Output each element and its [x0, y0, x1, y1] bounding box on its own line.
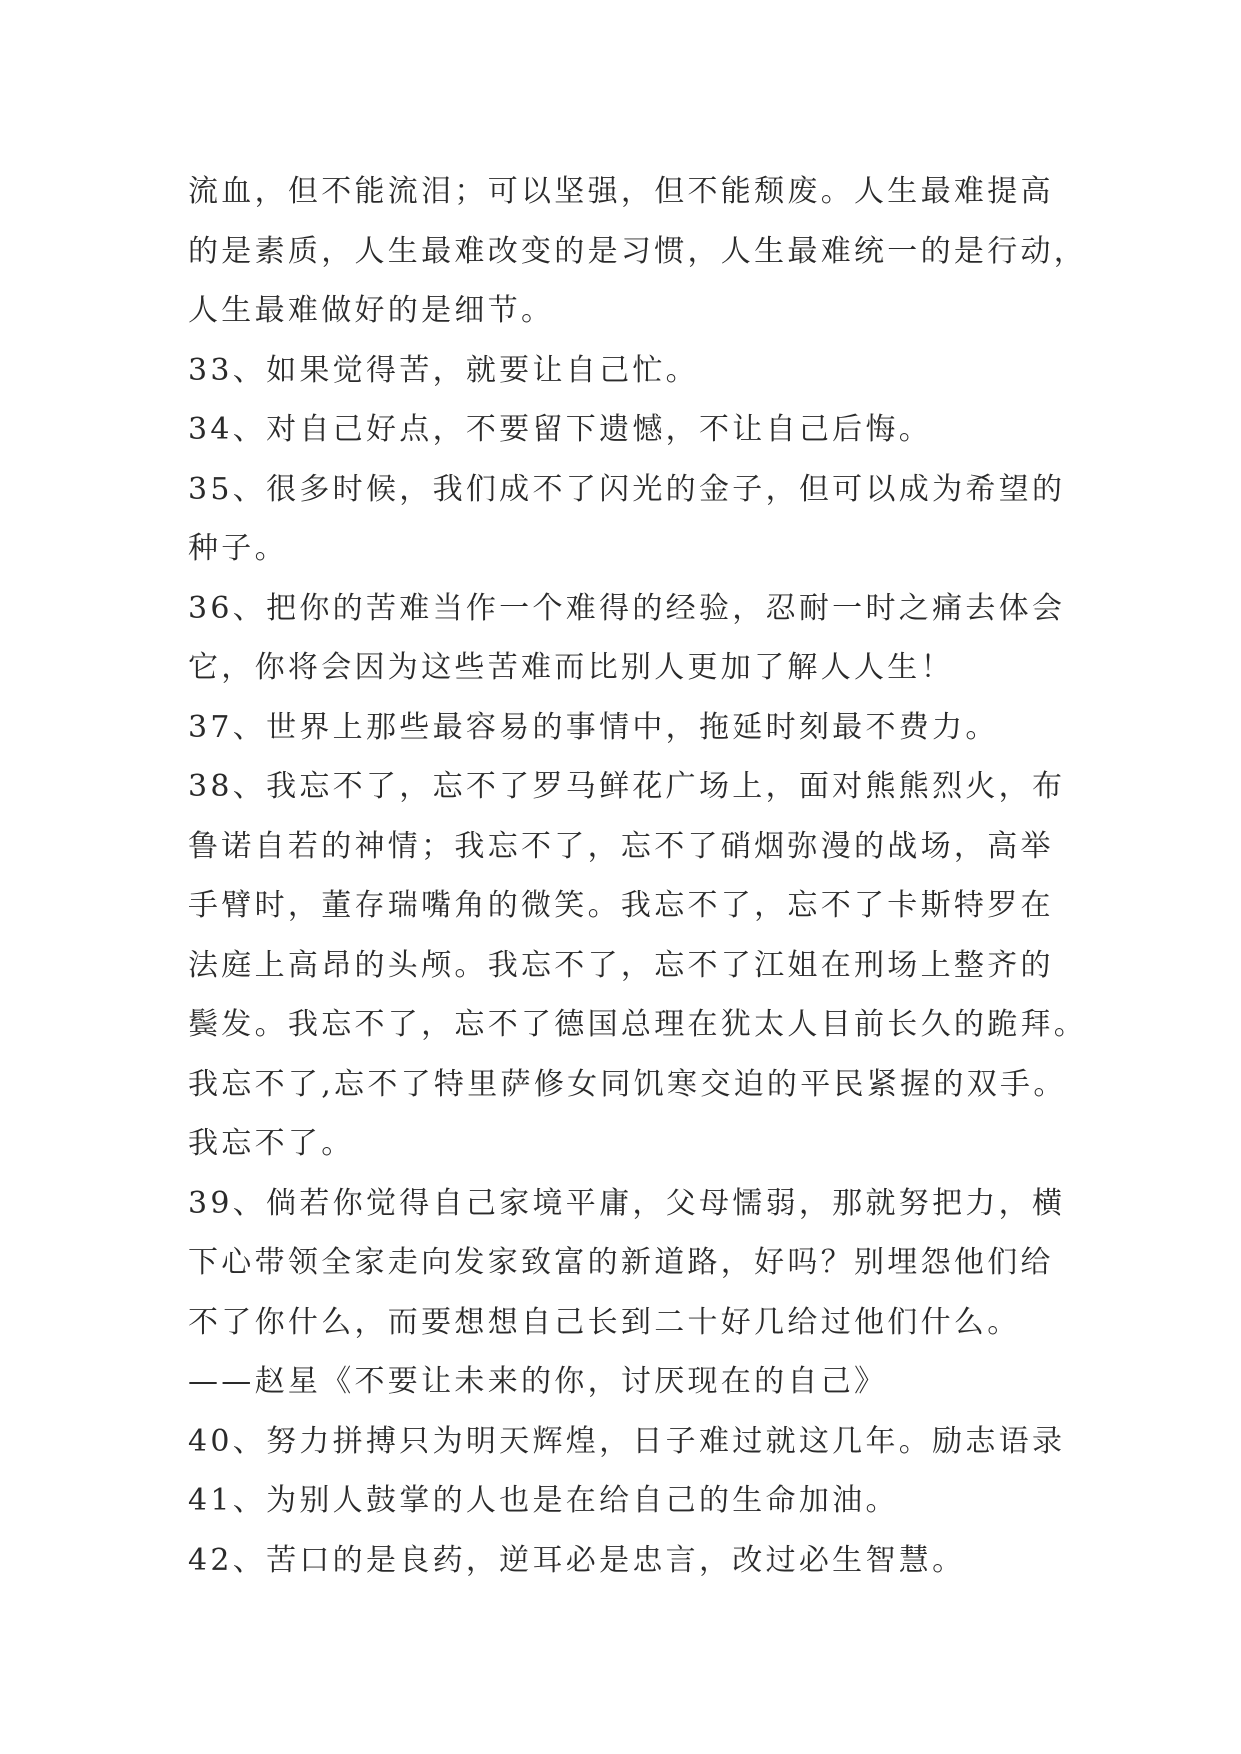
text-line: 人生最难做好的是细节。 — [188, 293, 555, 328]
text-line: 它，你将会因为这些苦难而比别人更加了解人人生！ — [188, 650, 954, 685]
text-line: 我忘不了,忘不了特里萨修女同饥寒交迫的平民紧握的双手。 — [188, 1066, 1067, 1102]
paragraph-35 — [188, 460, 1066, 579]
text-line: 种子。 — [188, 531, 288, 566]
text-line: 法庭上高昂的头颅。我忘不了，忘不了江姐在刑场上整齐的 — [188, 947, 1054, 983]
paragraph-32-continued — [188, 162, 1088, 341]
text-line: 鬓发。我忘不了，忘不了德国总理在犹太人目前长久的跪拜。 — [188, 1007, 1088, 1042]
text-line: 33、如果觉得苦，就要让自己忙。 — [188, 352, 699, 388]
document-body — [188, 162, 1088, 1590]
paragraph-39 — [188, 1174, 1066, 1412]
text-line: 的是素质，人生最难改变的是习惯，人生最难统一的是行动， — [188, 233, 1088, 269]
paragraph-40 — [188, 1412, 1066, 1472]
text-line: 36、把你的苦难当作一个难得的经验，忍耐一时之痛去体会 — [188, 590, 1066, 626]
text-line: 鲁诺自若的神情；我忘不了，忘不了硝烟弥漫的战场，高举 — [188, 828, 1054, 864]
text-line: 41、为别人鼓掌的人也是在给自己的生命加油。 — [188, 1483, 899, 1518]
text-line: 39、倘若你觉得自己家境平庸，父母懦弱，那就努把力，横 — [188, 1185, 1066, 1221]
paragraph-42 — [188, 1531, 1058, 1591]
text-line: 42、苦口的是良药，逆耳必是忠言，改过必生智慧。 — [188, 1542, 966, 1578]
text-line: 37、世界上那些最容易的事情中，拖延时刻最不费力。 — [188, 709, 999, 745]
text-line: 35、很多时候，我们成不了闪光的金子，但可以成为希望的 — [188, 471, 1066, 507]
paragraph-41 — [188, 1471, 1058, 1531]
text-line: 我忘不了。 — [188, 1126, 355, 1161]
text-line: ——赵星《不要让未来的你，讨厌现在的自己》 — [188, 1364, 888, 1399]
paragraph-38 — [188, 757, 1088, 1174]
text-line: 38、我忘不了，忘不了罗马鲜花广场上，面对熊熊烈火，布 — [188, 769, 1066, 804]
text-line: 流血，但不能流泪；可以坚强，但不能颓废。人生最难提高 — [188, 174, 1054, 209]
paragraph-37 — [188, 698, 1058, 758]
text-line: 40、努力拼搏只为明天辉煌，日子难过就这几年。励志语录 — [188, 1423, 1066, 1459]
text-line: 不了你什么，而要想想自己长到二十好几给过他们什么。 — [188, 1304, 1021, 1340]
text-line: 34、对自己好点，不要留下遗憾，不让自己后悔。 — [188, 412, 933, 447]
text-line: 手臂时，董存瑞嘴角的微笑。我忘不了，忘不了卡斯特罗在 — [188, 888, 1054, 923]
text-line: 下心带领全家走向发家致富的新道路，好吗？别埋怨他们给 — [188, 1245, 1054, 1280]
paragraph-36 — [188, 579, 1066, 698]
paragraph-33 — [188, 341, 1058, 401]
paragraph-34 — [188, 400, 1058, 460]
